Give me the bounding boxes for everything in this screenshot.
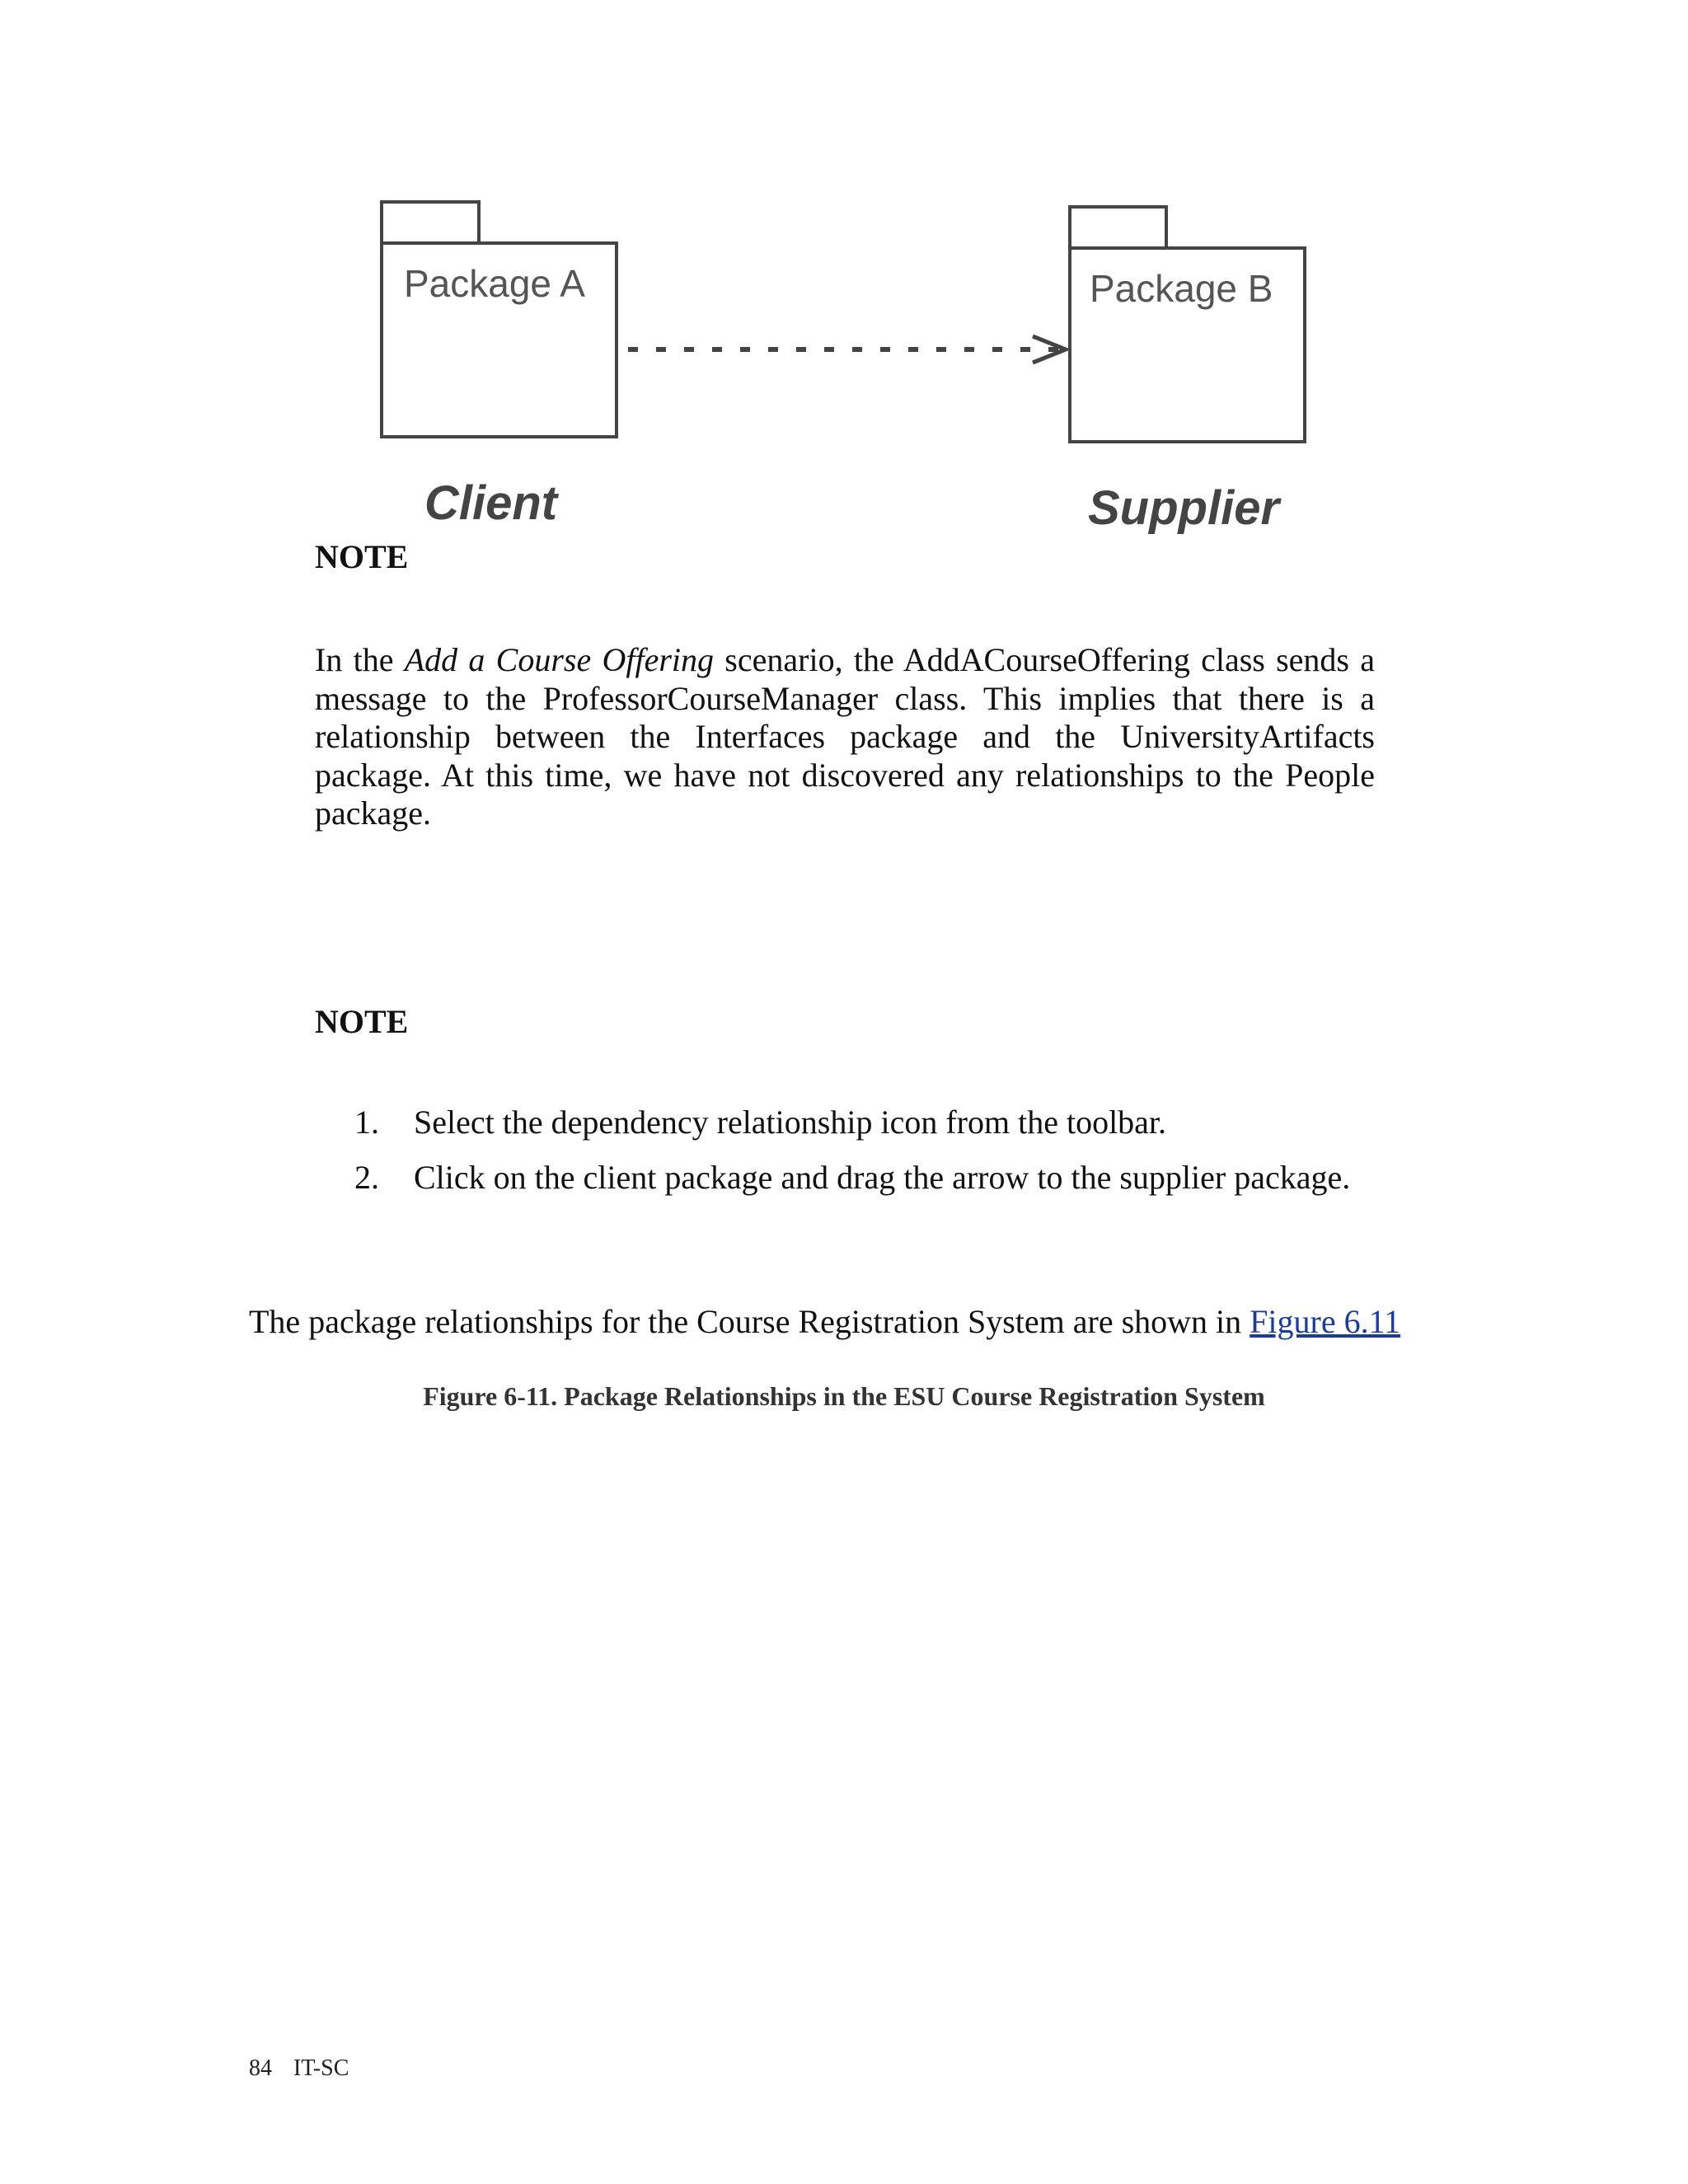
figure-caption: Figure 6-11. Package Relationships in the ESU Course Registration System [423,1381,1265,1411]
note-heading: NOTE [315,1003,409,1040]
package-a-label: Package A [404,262,585,305]
note-heading: NOTE [315,538,409,575]
page-footer [249,2055,349,2082]
supplier-label: Supplier [1088,481,1280,535]
package-b-tab [1070,207,1166,248]
paragraph-rest: scenario, the AddACourseOffering class sends a message to the ProfessorCourseManager class. This implies that there is a relationship between the Interfaces package and the UniversityArtifacts package. At this time, we have not discovered any relationships to the People package. [315,641,1376,832]
package-dependency-diagram [363,190,1335,536]
paragraph-prefix: In the [315,641,405,678]
client-label: Client [424,476,558,530]
steps-list [354,1103,1426,1213]
package-b [1070,207,1305,442]
note-paragraph [315,641,1375,833]
page-number: 84 [249,2055,272,2081]
package-a [382,202,617,437]
step-text: Select the dependency relationship icon from the toolbar. [414,1104,1167,1141]
scenario-name: Add a Course Offering [404,641,715,678]
step-text: Click on the client package and drag the arrow to the supplier package. [414,1159,1351,1196]
list-item [354,1158,1426,1197]
figure-link[interactable]: Figure 6.11 [1250,1303,1401,1340]
publisher-mark: IT-SC [293,2055,349,2081]
list-item [354,1103,1426,1142]
package-a-tab [382,202,479,243]
step-number: 1. [354,1104,379,1141]
figure-reference-sentence [249,1302,1400,1342]
figure-reference-text: The package relationships for the Course Registration System are shown in [249,1303,1250,1340]
step-number: 2. [354,1159,379,1196]
dependency-arrow [628,336,1066,363]
package-b-label: Package B [1090,267,1273,310]
